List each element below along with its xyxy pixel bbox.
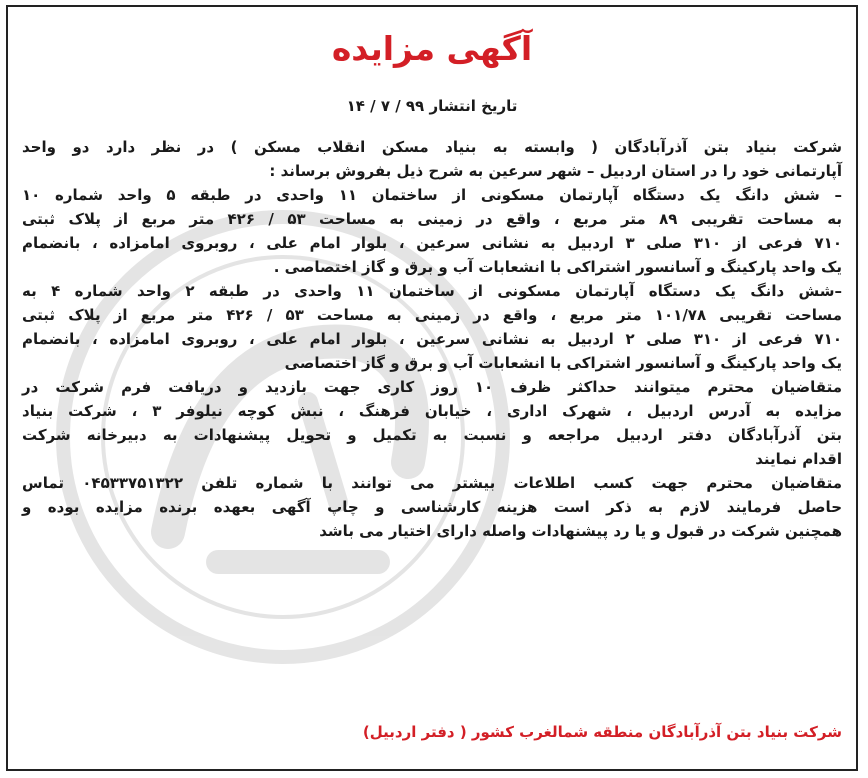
body-line: شرکت بنیاد بتن آذرآبادگان ( وابسته به بنیاد مسکن انقلاب مسکن ) در نظر دارد دو واحد	[22, 138, 842, 156]
body-line: حاصل فرمایند لازم به ذکر است هزینه کارشناسی و چاپ آگهی بعهده برنده مزایده بوده و	[22, 498, 842, 516]
body-line: متقاضیان محترم جهت کسب اطلاعات بیشتر می توانند با شماره تلفن ۰۴۵۳۳۷۵۱۳۲۲ تماس	[22, 474, 842, 492]
body-line: یک واحد پارکینگ و آسانسور اشتراکی با انشعابات آب و برق و گاز اختصاصی .	[273, 258, 842, 276]
body-line: همچنین شرکت در قبول و یا رد پیشنهادات واصله دارای اختیار می باشد	[319, 522, 842, 540]
body-line: به مساحت تقریبی ۸۹ متر مربع ، واقع در زمینی به مساحت ۵۳ / ۴۲۶ متر مربع از پلاک ثبتی	[22, 210, 842, 228]
body-line: آپارتمانی خود را در استان اردبیل – شهر سرعین به شرح ذیل بفروش برساند :	[269, 162, 842, 180]
body-line: اقدام نمایند	[755, 450, 842, 468]
body-line: متقاضیان محترم میتوانند حداکثر ظرف ۱۰ روز کاری جهت بازدید و دریافت فرم شرکت در	[22, 378, 842, 396]
body-line: ۷۱۰ فرعی از ۳۱۰ صلی ۲ اردبیل به نشانی سرعین ، بلوار امام علی ، روبروی امامزاده ، بانضمام	[22, 330, 842, 348]
body-line: ۷۱۰ فرعی از ۳۱۰ صلی ۳ اردبیل به نشانی سرعین ، بلوار امام علی ، روبروی امامزاده ، بانضمام	[22, 234, 842, 252]
company-footer: شرکت بنیاد بتن آذرآبادگان منطقه شمالغرب کشور ( دفتر اردبیل)	[362, 723, 842, 741]
body-line: – شش دانگ یک دستگاه آپارتمان مسکونی از ساختمان ۱۱ واحدی در طبقه ۵ واحد شماره ۱۰	[22, 186, 843, 204]
publish-date: تاریخ انتشار ۹۹ / ۷ / ۱۴	[346, 97, 518, 115]
body-line: مساحت تقریبی ۱۰۱/۷۸ متر مربع ، واقع در زمینی به مساحت ۵۳ / ۴۲۶ متر مربع از پلاک ثبتی	[22, 306, 842, 324]
notice-title: آگهی مزایده	[331, 29, 533, 68]
notice-frame	[6, 5, 858, 771]
body-line: مزایده به آدرس اردبیل ، شهرک اداری ، خیابان فرهنگ ، نبش کوچه نیلوفر ۳ ، شرکت بنیاد	[22, 402, 842, 420]
body-line: –شش دانگ یک دستگاه آپارتمان مسکونی از ساختمان ۱۱ واحدی در طبقه ۲ واحد شماره ۴ به	[22, 282, 843, 300]
body-line: یک واحد پارکینگ و آسانسور اشتراکی با انشعابات آب و برق و گاز اختصاصی	[284, 354, 842, 372]
body-line: بتن آذرآبادگان دفتر اردبیل مراجعه و نسبت به تکمیل و تحویل پیشنهادات به دبیرخانه شرکت	[22, 426, 842, 444]
